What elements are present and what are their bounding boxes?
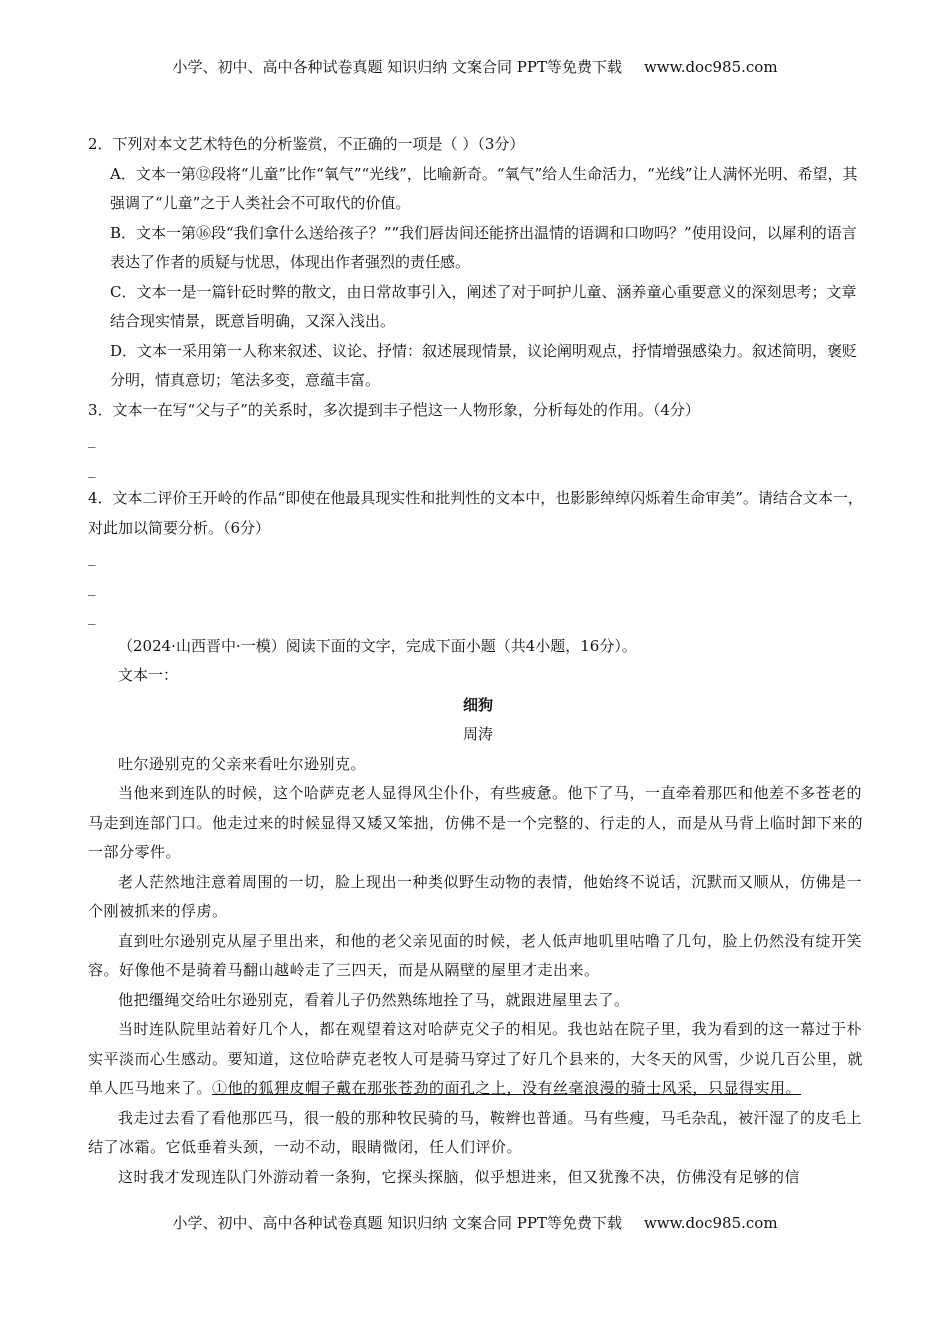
footer-url[interactable]: www.doc985.com (643, 1214, 778, 1232)
text-one-label: 文本一： (118, 666, 179, 684)
question-2-option-b: B．文本一第⑯段“我们拿什么送给孩子？”“我们唇齿间还能挤出温情的语调和口吻吗？”使用设问，以犀利的语言表达了作者的质疑与忧思，体现出作者强烈的责任感。 (110, 223, 857, 271)
passage-title: 细狗 (462, 695, 493, 714)
question-4-stem: 4．文本二评价王开岭的作品“即使在他最具现实性和批判性的文本中，也影影绰绰闪烁着生命审美”。请结合文本一，对此加以简要分析。（6分） (88, 489, 863, 537)
answer-blank[interactable]: _ (88, 607, 96, 625)
header-text: 小学、初中、高中各种试卷真题 知识归纳 文案合同 PPT等免费下载 (172, 58, 622, 76)
document-content (88, 130, 868, 1192)
passage-author: 周涛 (462, 725, 493, 743)
answer-blank[interactable]: _ (88, 577, 96, 596)
answer-blank[interactable]: _ (88, 459, 96, 478)
question-3-stem: 3．文本一在写“父与子”的关系时，多次提到丰子恺这一人物形象，分析每处的作用。（4分） (88, 400, 700, 419)
passage-body (88, 750, 868, 1193)
page-header (0, 56, 950, 77)
answer-blank[interactable]: _ (88, 548, 96, 566)
passage-paragraph: 他把缰绳交给吐尔逊别克，看着儿子仍然熟练地拴了马，就跟进屋里去了。 (118, 990, 630, 1009)
passage-paragraph: 这时我才发现连队门外游动着一条狗，它探头探脑，似乎想进来，但又犹豫不决，仿佛没有足够的信 (118, 1167, 801, 1186)
passage-paragraph: 直到吐尔逊别克从屋子里出来，和他的老父亲见面的时候，老人低声地叽里咕噜了几句，脸上仍然没有绽开笑容。好像他不是骑着马翻山越岭走了三四天，而是从隔壁的屋里才走出来。 (88, 931, 863, 979)
passage-paragraph: 当他来到连队的时候，这个哈萨克老人显得风尘仆仆，有些疲惫。他下了马，一直牵着那匹和他差不多苍老的马走到连部门口。他走过来的时候显得又矮又笨拙，仿佛不是一个完整的、行走的人，而是从马背上临时卸下来的一部分零件。 (88, 784, 864, 861)
passage-paragraph: 老人茫然地注意着周围的一切，脸上现出一种类似野生动物的表情，他始终不说话，沉默而又顺从，仿佛是一个刚被抓来的俘虏。 (88, 872, 863, 920)
passage-paragraph: 我走过去看了看他那匹马，很一般的那种牧民骑的马，鞍辫也普通。马有些瘦，马毛杂乱，被汗湿了的皮毛上结了冰霜。它低垂着头颈，一动不动，眼睛微闭，任人们评价。 (88, 1108, 863, 1156)
question-2-option-c: C．文本一是一篇针砭时弊的散文，由日常故事引入，阐述了对于呵护儿童、涵养童心重要意义的深刻思考；文章结合现实情景，既意旨明确，又深入浅出。 (110, 282, 857, 330)
question-2-option-a: A．文本一第⑫段将“儿童”比作“氧气”“光线”，比喻新奇。“氧气”给人生命活力，“光线”让人满怀光明、希望，其强调了“儿童”之于人类社会不可取代的价值。 (110, 164, 858, 212)
passage-intro: （2024·山西晋中·一模）阅读下面的文字，完成下面小题（共4小题，16分）。 (118, 636, 637, 655)
question-2-option-d: D．文本一采用第一人称来叙述、议论、抒情：叙述展现情景，议论阐明观点，抒情增强感染力。叙述简明，褒贬分明，情真意切；笔法多变，意蕴丰富。 (110, 341, 858, 389)
footer-text: 小学、初中、高中各种试卷真题 知识归纳 文案合同 PPT等免费下载 (172, 1214, 622, 1232)
answer-blank[interactable]: _ (88, 430, 96, 448)
paragraph-text: 当时连队院里站着好几个人，都在观望着这对哈萨克父子的相见。我也站在院子里，我为看到的这一幕过于朴实平淡而心生感动。要知道，这位哈萨克老牧人可是骑马穿过了好几个县来的，大冬天的风雪，少说几百公里，就单人匹马地来了。 (88, 1020, 864, 1097)
question-2-stem: 2．下列对本文艺术特色的分析鉴赏，不正确的一项是（ ）（3分） (88, 135, 525, 153)
passage-paragraph: 吐尔逊别克的父亲来看吐尔逊别克。 (118, 754, 367, 773)
page-footer (0, 1212, 950, 1233)
passage-paragraph (88, 1015, 868, 1104)
underlined-sentence-1: ①他的狐狸皮帽子戴在那张苍劲的面孔之上，没有丝毫浪漫的骑士风采，只显得实用。 (212, 1079, 802, 1097)
header-url[interactable]: www.doc985.com (643, 58, 778, 76)
